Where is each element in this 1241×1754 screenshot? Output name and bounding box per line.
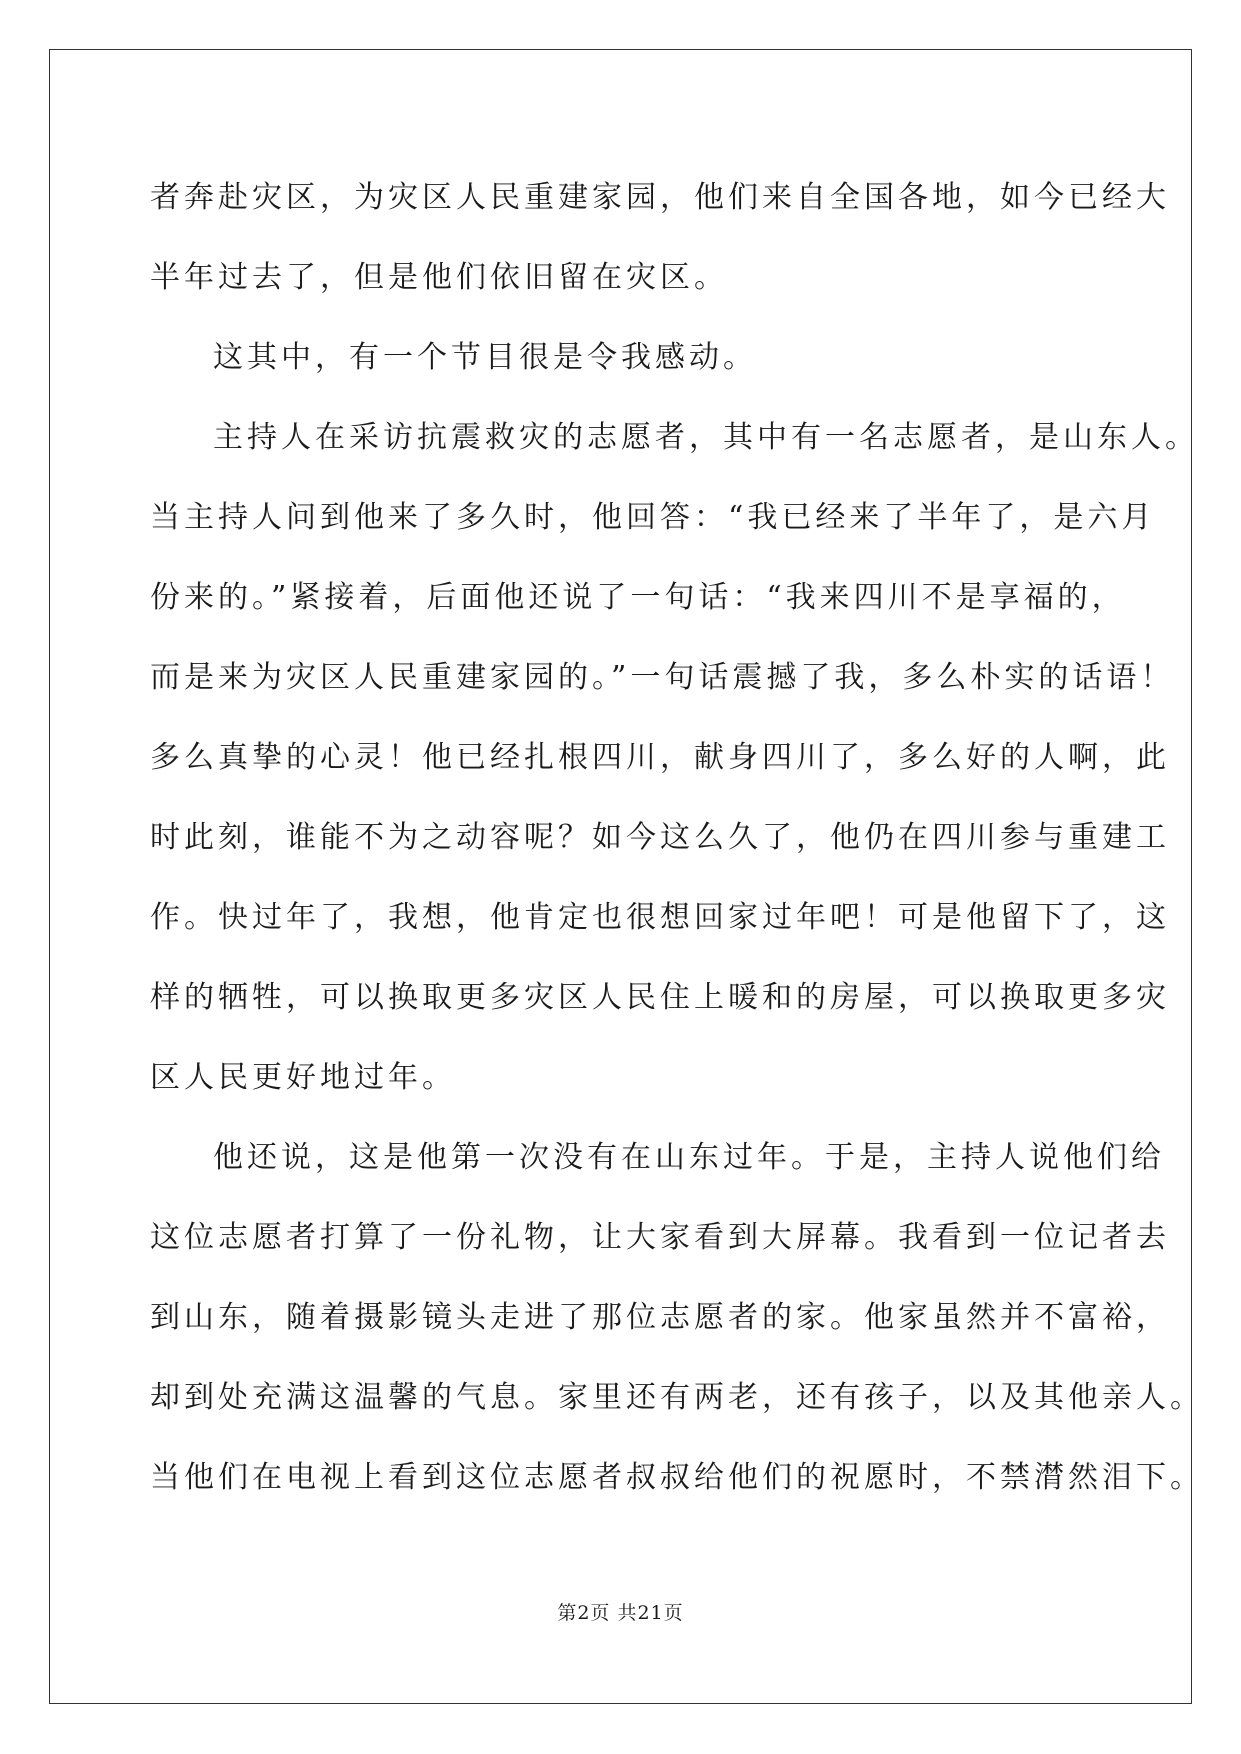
text-line: 半年过去了，但是他们依旧留在灾区。 <box>150 260 728 295</box>
page-number-footer: 第2页 共21页 <box>557 1602 684 1624</box>
text-line: 而是来为灾区人民重建家园的。”一句话震撼了我，多么朴实的话语！ <box>150 660 1175 695</box>
text-line: 他还说，这是他第一次没有在山东过年。于是，主持人说他们给 <box>213 1140 1165 1175</box>
text-line: 时此刻，谁能不为之动容呢？如今这么久了，他仍在四川参与重建工 <box>150 820 1170 855</box>
text-line: 区人民更好地过年。 <box>150 1060 456 1095</box>
text-line: 这位志愿者打算了一份礼物，让大家看到大屏幕。我看到一位记者去 <box>150 1220 1170 1255</box>
document-body <box>150 158 1204 1518</box>
text-line: 却到处充满这温馨的气息。家里还有两老，还有孩子，以及其他亲人。 <box>150 1380 1204 1415</box>
text-line: 到山东，随着摄影镜头走进了那位志愿者的家。他家虽然并不富裕， <box>150 1300 1170 1335</box>
text-line: 当主持人问到他来了多久时，他回答：“我已经来了半年了，是六月 <box>150 500 1156 535</box>
text-line: 多么真挚的心灵！他已经扎根四川，献身四川了，多么好的人啊，此 <box>150 740 1170 775</box>
text-line: 份来的。”紧接着，后面他还说了一句话：“我来四川不是享福的， <box>150 580 1126 615</box>
text-line: 者奔赴灾区，为灾区人民重建家园，他们来自全国各地，如今已经大 <box>150 180 1170 215</box>
text-line: 这其中，有一个节目很是令我感动。 <box>213 340 757 375</box>
text-line: 样的牺牲，可以换取更多灾区人民住上暖和的房屋，可以换取更多灾 <box>150 980 1170 1015</box>
text-line: 作。快过年了，我想，他肯定也很想回家过年吧！可是他留下了，这 <box>150 900 1170 935</box>
text-line: 当他们在电视上看到这位志愿者叔叔给他们的祝愿时，不禁潸然泪下。 <box>150 1460 1204 1495</box>
text-line: 主持人在采访抗震救灾的志愿者，其中有一名志愿者，是山东人。 <box>213 420 1199 455</box>
